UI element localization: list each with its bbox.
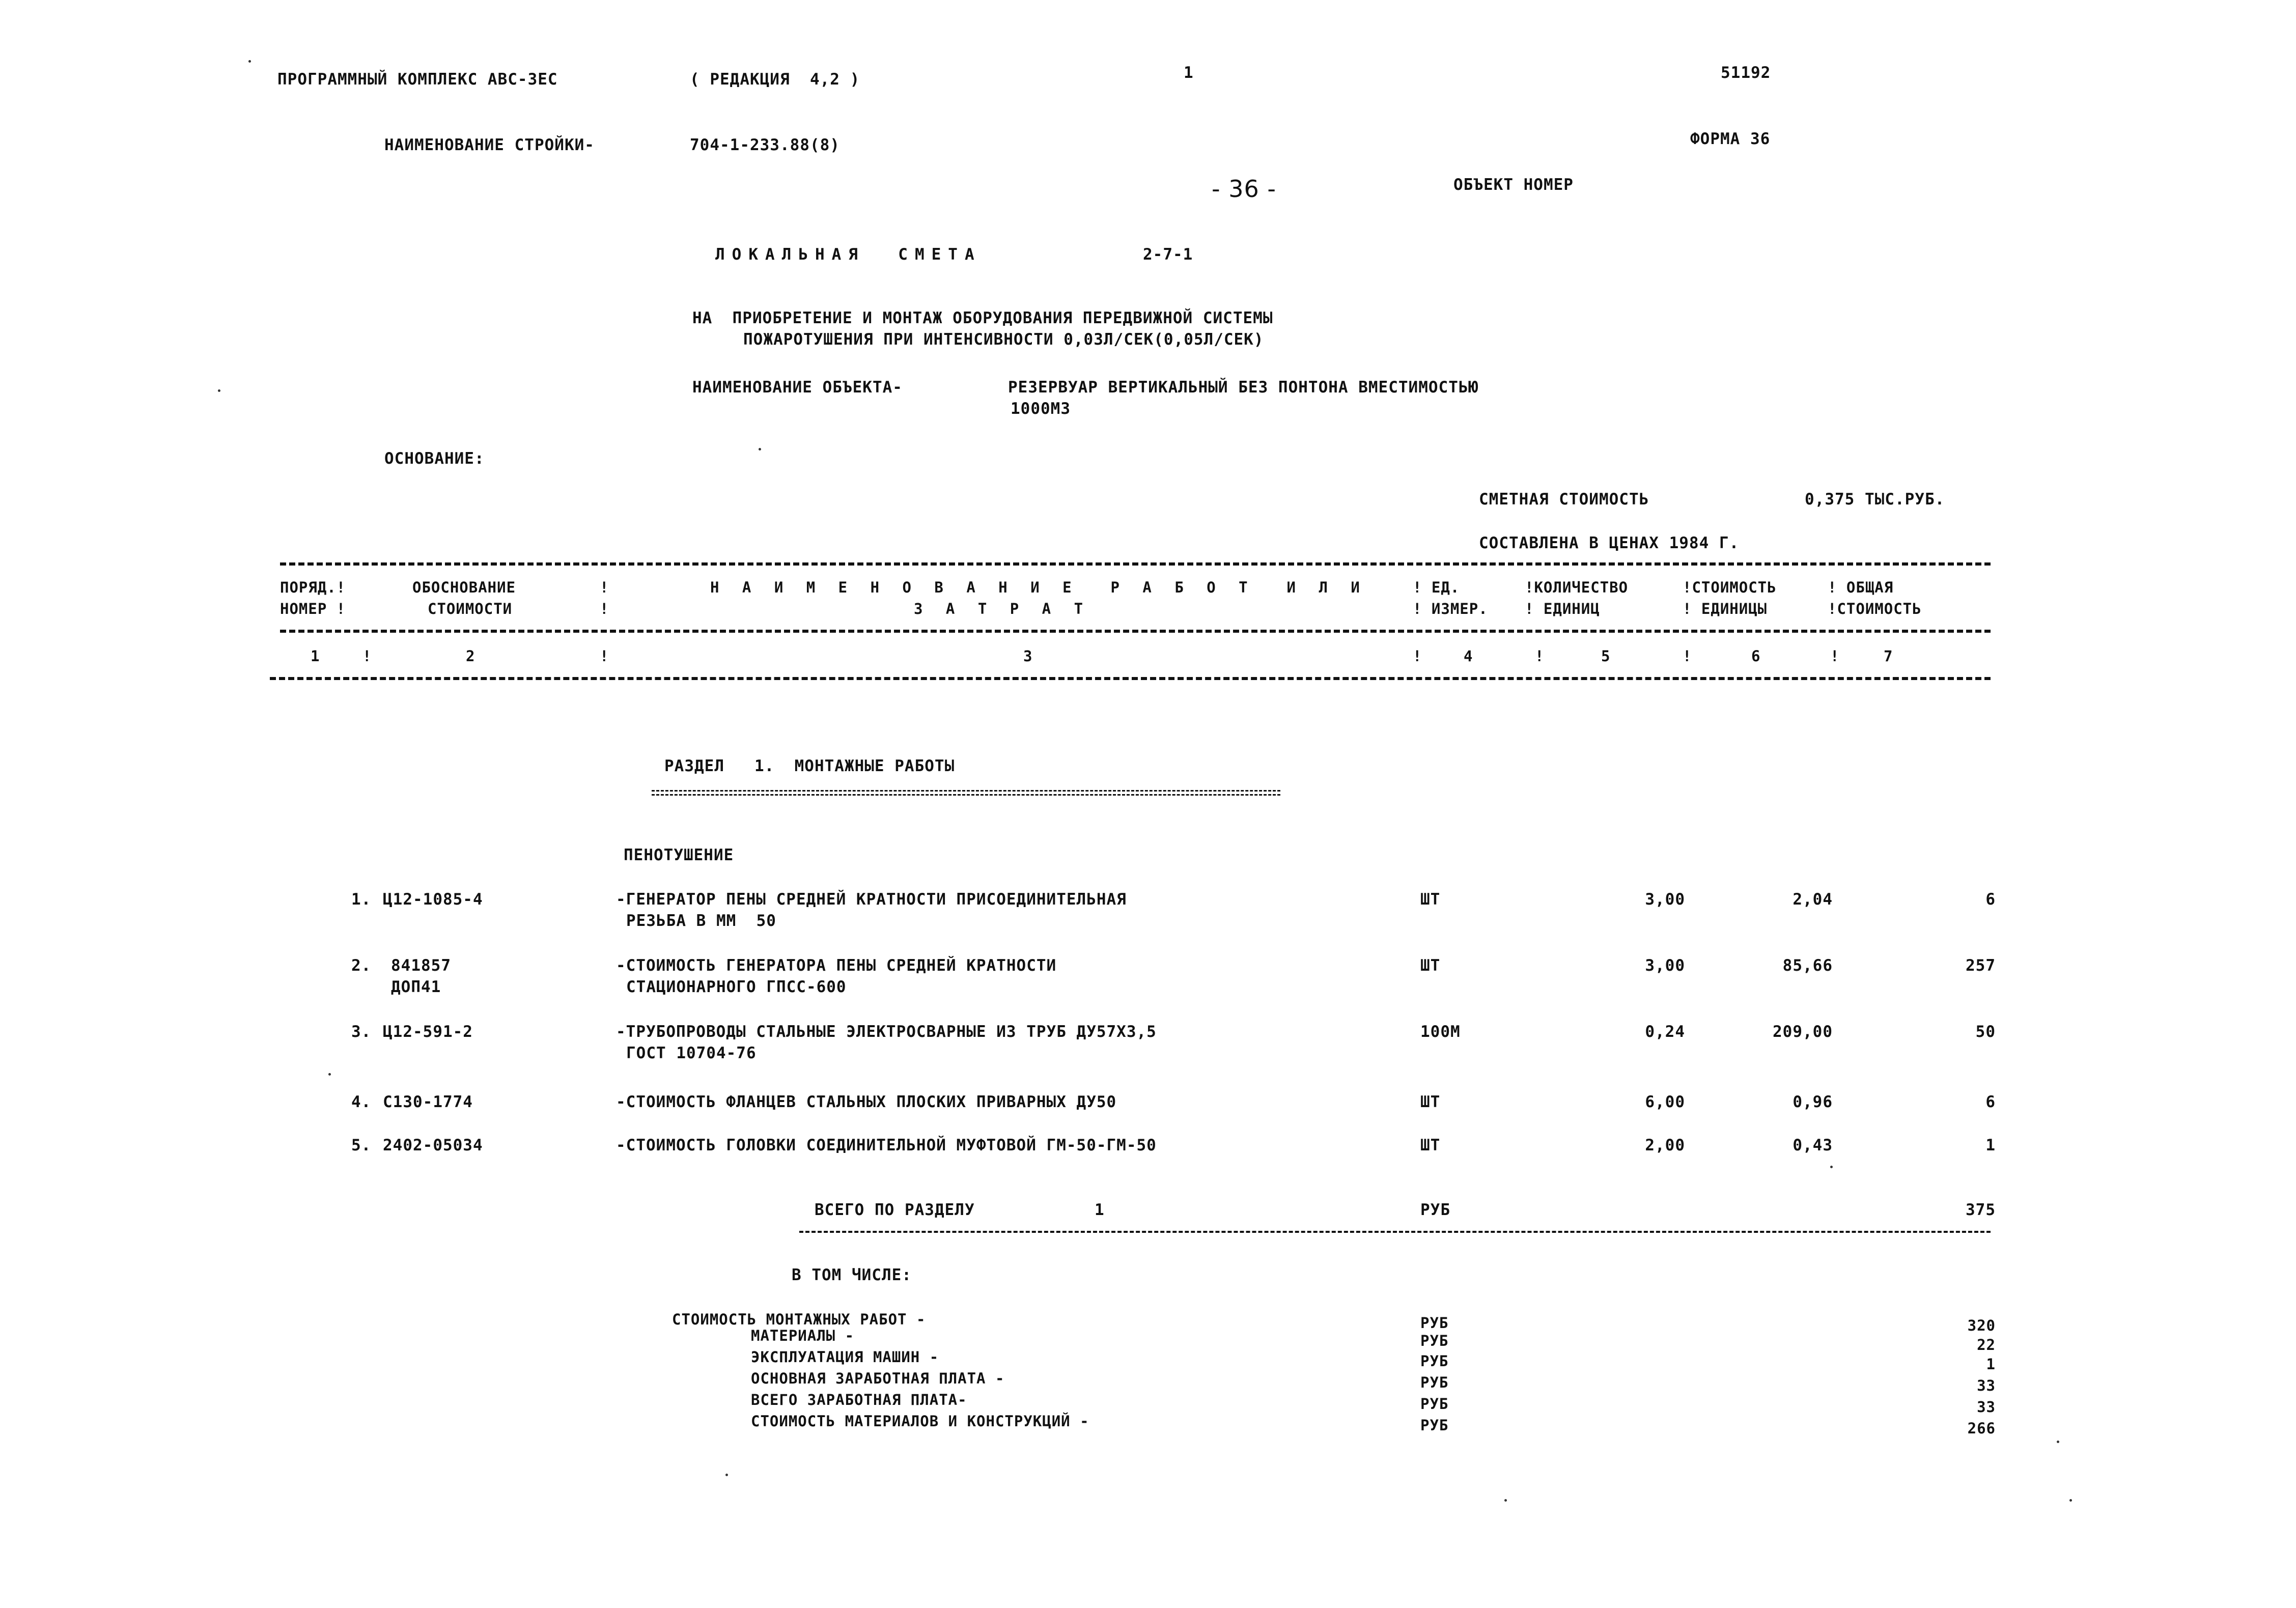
row-number: 3. — [351, 1023, 372, 1041]
col-unit-line-1: ! ЕД. — [1413, 579, 1460, 596]
col-separator: ! — [1830, 647, 1840, 665]
col-unit-price-line-1: !СТОИМОСТЬ — [1683, 579, 1777, 596]
object-number-label: ОБЪЕКТ НОМЕР — [1453, 176, 1574, 194]
breakdown-label-6: СТОИМОСТЬ МАТЕРИАЛОВ И КОНСТРУКЦИЙ - — [751, 1413, 1089, 1430]
estimated-cost-label: СМЕТНАЯ СТОИМОСТЬ — [1479, 490, 1649, 509]
row-total: 257 — [1966, 956, 1996, 975]
table-columns-rule — [270, 677, 1991, 680]
row-unit-price: 85,66 — [1782, 956, 1833, 975]
scan-speck — [759, 448, 761, 450]
col-unit-price-line-2: ! ЕДИНИЦЫ — [1683, 600, 1768, 617]
edition: ( РЕДАКЦИЯ 4,2 ) — [690, 70, 860, 89]
object-label: НАИМЕНОВАНИЕ ОБЪЕКТА- — [692, 378, 903, 397]
row-name-line-2: ГОСТ 10704-76 — [626, 1044, 757, 1062]
breakdown-value-6: 266 — [1967, 1420, 1996, 1437]
row-quantity: 0,24 — [1645, 1023, 1685, 1041]
breakdown-label: В ТОМ ЧИСЛЕ: — [792, 1266, 912, 1284]
row-number: 5. — [351, 1136, 372, 1154]
col-unit-line-2: ! ИЗМЕР. — [1413, 600, 1488, 617]
object-value-line-2: 1000М3 — [1011, 400, 1071, 418]
breakdown-unit-1: РУБ — [1420, 1314, 1449, 1332]
col-quantity-line-1: !КОЛИЧЕСТВО — [1525, 579, 1629, 596]
section-underline — [652, 794, 1280, 796]
col-order-line-2: НОМЕР ! — [280, 600, 346, 617]
row-name-line-1: -СТОИМОСТЬ ФЛАНЦЕВ СТАЛЬНЫХ ПЛОСКИХ ПРИВАРНЫХ ДУ50 — [616, 1093, 1117, 1111]
breakdown-unit-4: РУБ — [1420, 1374, 1449, 1391]
col-name-line-1: Н А И М Е Н О В А Н И Е Р А Б О Т И Л И — [710, 579, 1367, 596]
row-unit-price: 2,04 — [1793, 890, 1833, 909]
row-name-line-2: СТАЦИОНАРНОГО ГПСС-600 — [626, 978, 847, 996]
col-num-4: 4 — [1464, 647, 1473, 665]
page-mark: 1 — [1184, 64, 1194, 82]
section-total-unit: РУБ — [1420, 1201, 1450, 1219]
col-separator: ! — [600, 579, 609, 596]
section-title: РАЗДЕЛ 1. МОНТАЖНЫЕ РАБОТЫ — [664, 757, 955, 775]
scan-speck — [248, 60, 251, 63]
row-unit: ШТ — [1420, 1136, 1441, 1154]
row-code: Ц12-1085-4 — [383, 890, 483, 909]
breakdown-label-2: МАТЕРИАЛЫ - — [751, 1327, 855, 1344]
row-code: 2402-05034 — [383, 1136, 483, 1154]
row-name-line-2: РЕЗЬБА В ММ 50 — [626, 912, 776, 930]
scan-speck — [2069, 1499, 2072, 1502]
scan-speck — [1504, 1499, 1507, 1502]
row-unit: 100М — [1420, 1023, 1461, 1041]
breakdown-unit-2: РУБ — [1420, 1332, 1449, 1349]
scan-speck — [2057, 1441, 2059, 1443]
row-unit: ШТ — [1420, 1093, 1441, 1111]
section-underline — [652, 790, 1280, 792]
scan-speck — [218, 389, 220, 392]
breakdown-value-4: 33 — [1977, 1377, 1996, 1394]
col-order-line-1: ПОРЯД.! — [280, 579, 346, 596]
section-total-rule — [799, 1231, 1991, 1233]
col-total-line-1: ! ОБЩАЯ — [1828, 579, 1894, 596]
breakdown-unit-6: РУБ — [1420, 1417, 1449, 1434]
document-code: 51192 — [1721, 64, 1771, 82]
row-total: 50 — [1975, 1023, 1996, 1041]
row-unit-price: 0,43 — [1793, 1136, 1833, 1154]
row-unit: ШТ — [1420, 890, 1441, 909]
col-total-line-2: !СТОИМОСТЬ — [1828, 600, 1922, 617]
col-separator: ! — [362, 647, 372, 665]
col-separator: ! — [1683, 647, 1692, 665]
row-total: 1 — [1985, 1136, 1996, 1154]
breakdown-unit-3: РУБ — [1420, 1352, 1449, 1370]
page-number: - 36 - — [1212, 175, 1276, 203]
row-code-line-2: ДОП41 — [391, 978, 441, 996]
program-name: ПРОГРАММНЫЙ КОМПЛЕКС АВС-3ЕС — [277, 70, 558, 89]
object-value-line-1: РЕЗЕРВУАР ВЕРТИКАЛЬНЫЙ БЕЗ ПОНТОНА ВМЕСТИМОСТЬЮ — [1008, 378, 1479, 397]
estimate-number: 2-7-1 — [1143, 245, 1193, 264]
col-num-3: 3 — [1023, 647, 1033, 665]
scan-speck — [1830, 1166, 1833, 1168]
row-unit-price: 0,96 — [1793, 1093, 1833, 1111]
row-number: 2. — [351, 956, 372, 975]
col-num-2: 2 — [466, 647, 475, 665]
col-name-line-2: З А Т Р А Т — [914, 600, 1090, 617]
row-total: 6 — [1985, 1093, 1996, 1111]
col-basis-line-1: ОБОСНОВАНИЕ — [412, 579, 516, 596]
col-num-7: 7 — [1884, 647, 1893, 665]
breakdown-value-3: 1 — [1986, 1356, 1996, 1373]
breakdown-label-5: ВСЕГО ЗАРАБОТНАЯ ПЛАТА- — [751, 1391, 967, 1408]
table-header-rule — [280, 630, 1991, 633]
col-quantity-line-2: ! ЕДИНИЦ — [1525, 600, 1600, 617]
construction-value: 704-1-233.88(8) — [690, 136, 840, 154]
scan-speck — [328, 1073, 331, 1076]
purpose-line-1: НА ПРИОБРЕТЕНИЕ И МОНТАЖ ОБОРУДОВАНИЯ ПЕРЕДВИЖНОЙ СИСТЕМЫ — [692, 309, 1273, 327]
row-quantity: 3,00 — [1645, 890, 1685, 909]
row-name-line-1: -ТРУБОПРОВОДЫ СТАЛЬНЫЕ ЭЛЕКТРОСВАРНЫЕ ИЗ ТРУБ ДУ57Х3,5 — [616, 1023, 1157, 1041]
breakdown-value-1: 320 — [1967, 1317, 1996, 1334]
form-label: ФОРМА 36 — [1690, 130, 1771, 148]
row-quantity: 2,00 — [1645, 1136, 1685, 1154]
purpose-line-2: ПОЖАРОТУШЕНИЯ ПРИ ИНТЕНСИВНОСТИ 0,03Л/СЕК(0,05Л/СЕК) — [743, 330, 1264, 349]
col-separator: ! — [1535, 647, 1545, 665]
col-num-5: 5 — [1601, 647, 1611, 665]
price-level-label: СОСТАВЛЕНА В ЦЕНАХ 1984 Г. — [1479, 534, 1740, 552]
breakdown-label-1: СТОИМОСТЬ МОНТАЖНЫХ РАБОТ - — [672, 1311, 926, 1328]
col-separator: ! — [1413, 647, 1422, 665]
row-code: 841857 — [391, 956, 451, 975]
row-name-line-1: -СТОИМОСТЬ ГОЛОВКИ СОЕДИНИТЕЛЬНОЙ МУФТОВОЙ ГМ-50-ГМ-50 — [616, 1136, 1157, 1154]
row-total: 6 — [1985, 890, 1996, 909]
row-name-line-1: -ГЕНЕРАТОР ПЕНЫ СРЕДНЕЙ КРАТНОСТИ ПРИСОЕДИНИТЕЛЬНАЯ — [616, 890, 1127, 909]
breakdown-label-3: ЭКСПЛУАТАЦИЯ МАШИН - — [751, 1348, 939, 1366]
row-name-line-1: -СТОИМОСТЬ ГЕНЕРАТОРА ПЕНЫ СРЕДНЕЙ КРАТНОСТИ — [616, 956, 1057, 975]
estimated-cost-value: 0,375 ТЫС.РУБ. — [1805, 490, 1945, 509]
section-total-label: ВСЕГО ПО РАЗДЕЛУ — [815, 1201, 975, 1219]
breakdown-value-5: 33 — [1977, 1398, 1996, 1416]
col-separator: ! — [600, 600, 609, 617]
construction-label: НАИМЕНОВАНИЕ СТРОЙКИ- — [384, 136, 595, 154]
col-num-1: 1 — [311, 647, 320, 665]
row-code: С130-1774 — [383, 1093, 473, 1111]
basis-label: ОСНОВАНИЕ: — [384, 449, 485, 468]
breakdown-label-4: ОСНОВНАЯ ЗАРАБОТНАЯ ПЛАТА - — [751, 1370, 1005, 1387]
section-total-value: 375 — [1966, 1201, 1996, 1219]
col-num-6: 6 — [1751, 647, 1761, 665]
row-number: 1. — [351, 890, 372, 909]
row-number: 4. — [351, 1093, 372, 1111]
section-total-number: 1 — [1095, 1201, 1105, 1219]
row-unit-price: 209,00 — [1773, 1023, 1833, 1041]
breakdown-unit-5: РУБ — [1420, 1395, 1449, 1413]
breakdown-value-2: 22 — [1977, 1336, 1996, 1353]
row-unit: ШТ — [1420, 956, 1441, 975]
row-quantity: 6,00 — [1645, 1093, 1685, 1111]
scan-speck — [725, 1474, 728, 1476]
group-title: ПЕНОТУШЕНИЕ — [624, 846, 734, 864]
row-quantity: 3,00 — [1645, 956, 1685, 975]
document-title: ЛОКАЛЬНАЯ СМЕТА — [715, 245, 982, 264]
col-basis-line-2: СТОИМОСТИ — [428, 600, 513, 617]
table-top-rule — [280, 562, 1991, 566]
row-code: Ц12-591-2 — [383, 1023, 473, 1041]
col-separator: ! — [600, 647, 609, 665]
